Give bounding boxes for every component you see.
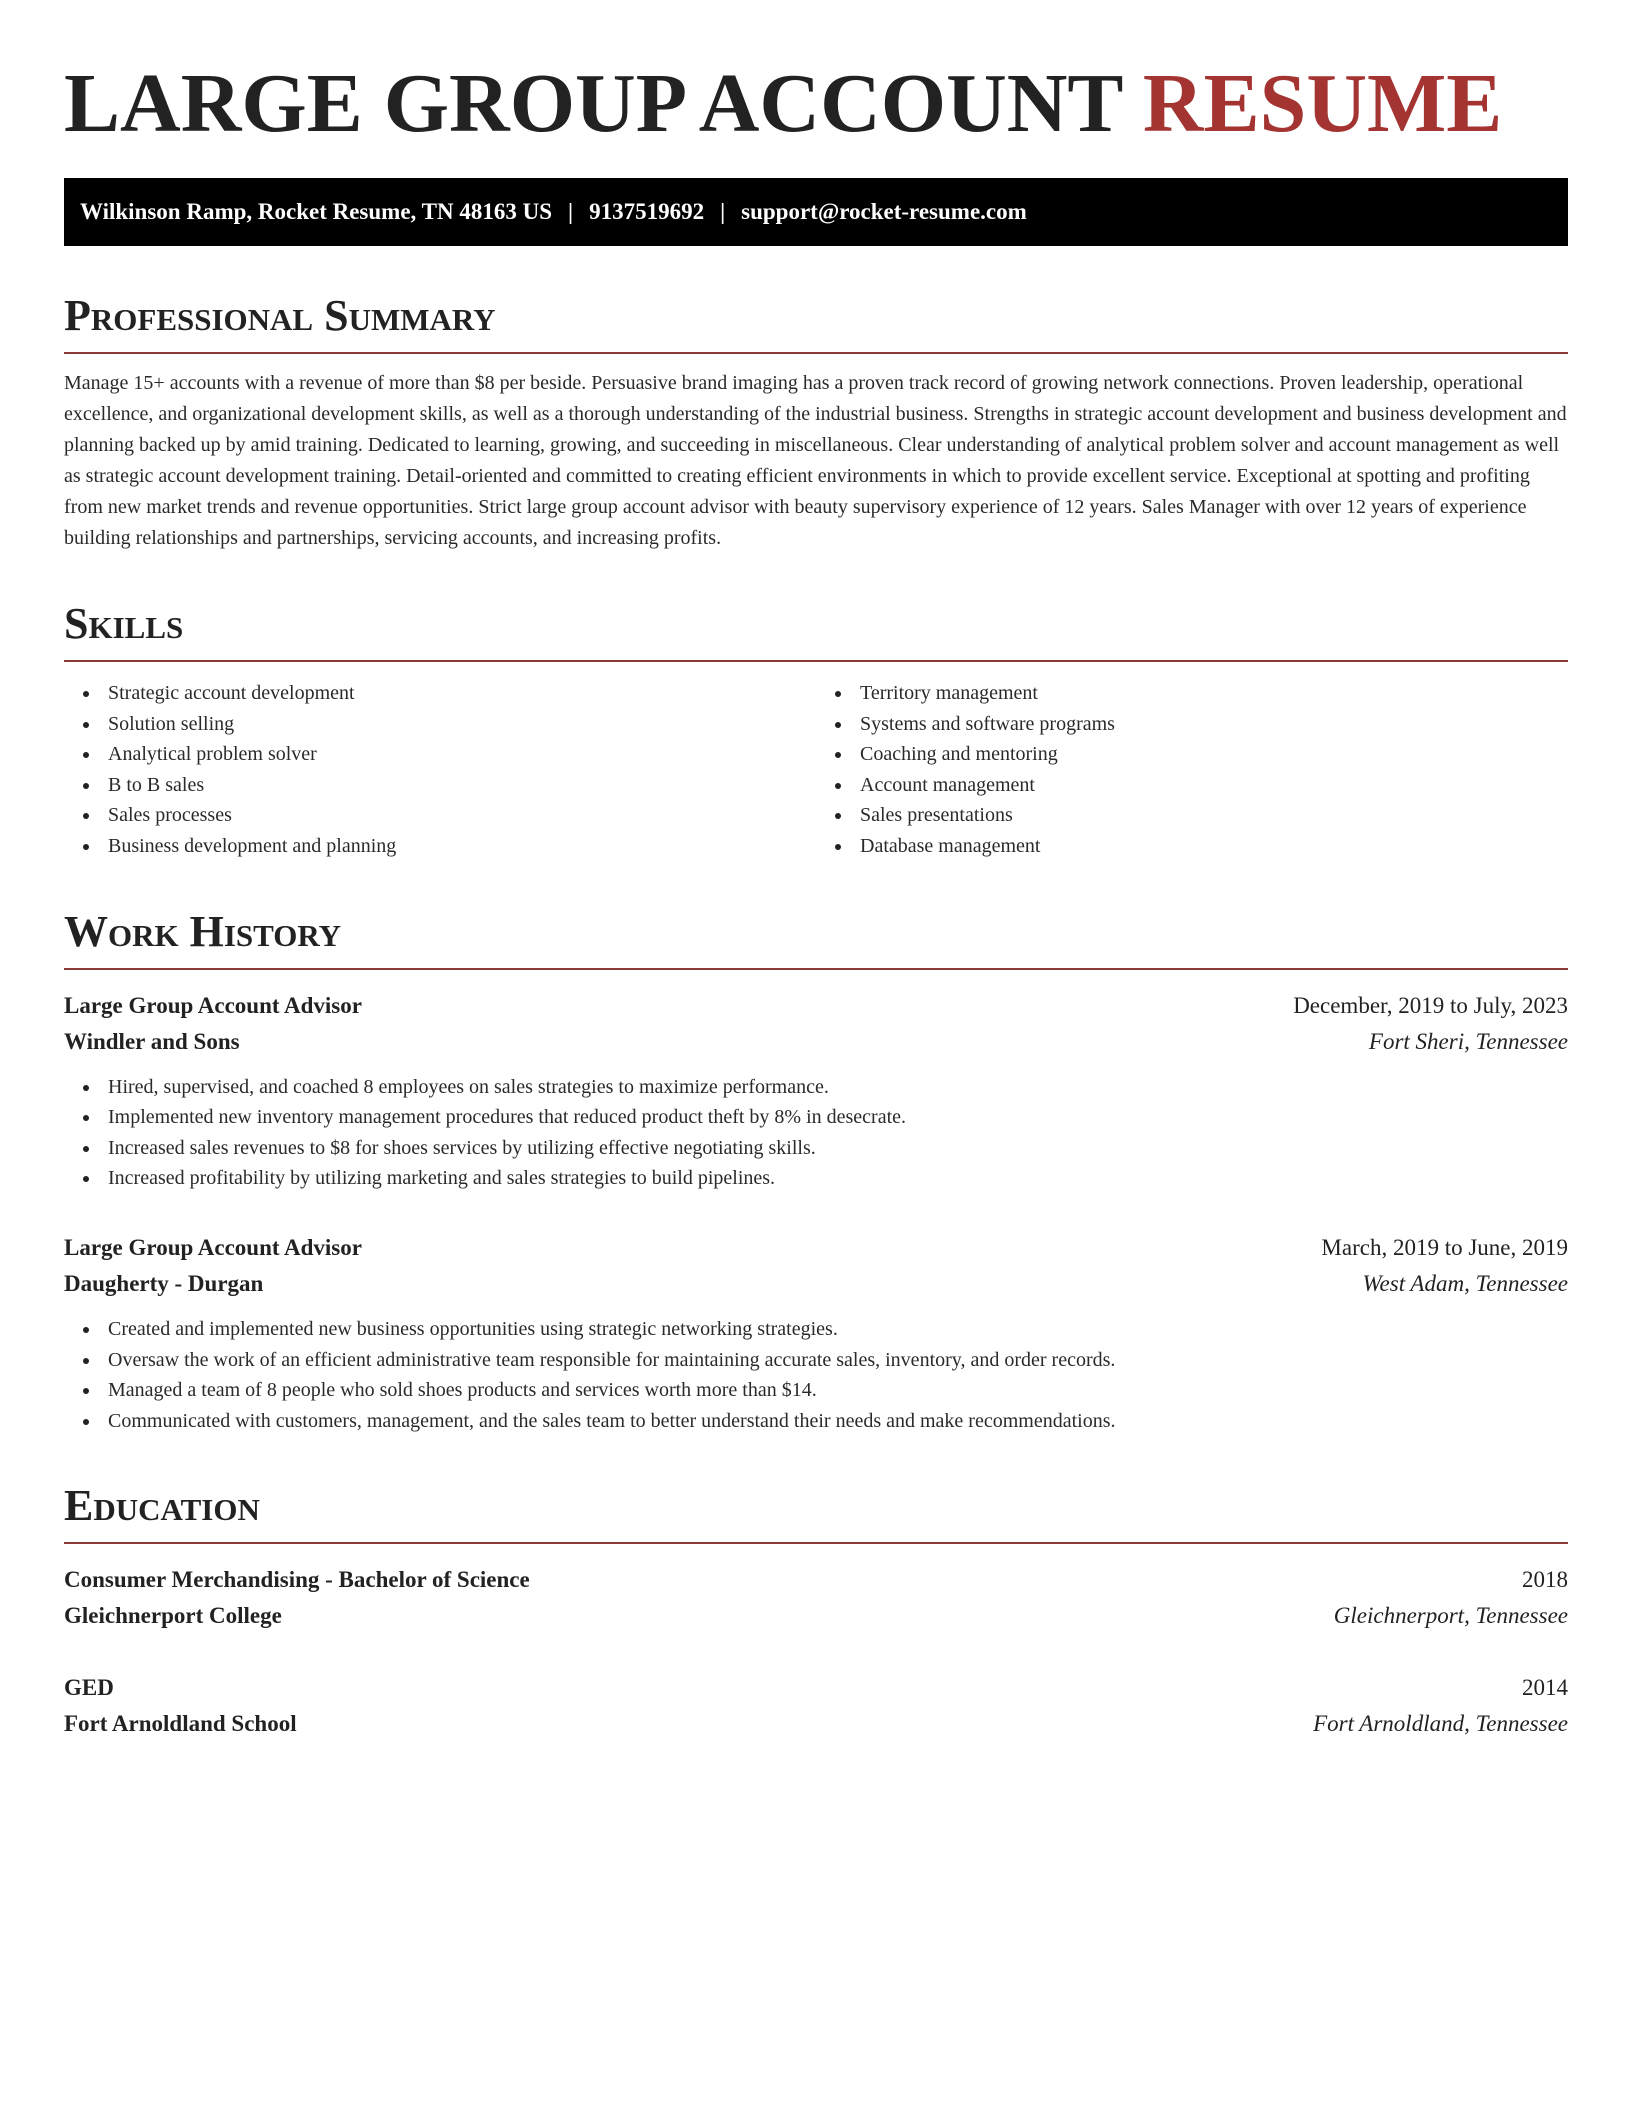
skill-item: Account management: [860, 770, 1568, 801]
education-year: 2018: [1522, 1567, 1568, 1593]
job-location: Fort Sheri, Tennessee: [1368, 1028, 1568, 1054]
skill-item: Solution selling: [108, 709, 816, 740]
education-entry: [64, 1670, 1568, 1742]
education-location: Fort Arnoldland, Tennessee: [1313, 1711, 1568, 1737]
contact-bar: [64, 178, 1568, 246]
job-bullet: Created and implemented new business opportunities using strategic networking strategies.: [108, 1314, 1568, 1345]
job-dates: March, 2019 to June, 2019: [1321, 1234, 1568, 1260]
job-company-row: [64, 1024, 1568, 1060]
education-year: 2014: [1522, 1675, 1568, 1701]
job-company: Windler and Sons: [64, 1028, 240, 1054]
job-title: Large Group Account Advisor: [64, 1234, 362, 1260]
job-header-row: [64, 1230, 1568, 1266]
education-degree-row: [64, 1670, 1568, 1706]
job-bullets: [64, 1072, 1568, 1194]
education-degree-row: [64, 1562, 1568, 1598]
skill-item: Database management: [860, 831, 1568, 862]
job-bullet: Increased sales revenues to $8 for shoes services by utilizing effective negotiating skills.: [108, 1133, 1568, 1164]
skills-list: [64, 678, 1568, 862]
job-company: Daugherty - Durgan: [64, 1270, 264, 1296]
job-bullets: [64, 1314, 1568, 1436]
contact-email: support@rocket-resume.com: [741, 199, 1027, 224]
skills-column-right: [816, 678, 1568, 862]
job-dates: December, 2019 to July, 2023: [1293, 992, 1568, 1018]
education-school: Fort Arnoldland School: [64, 1711, 297, 1737]
resume-title: [64, 54, 1568, 154]
education-location: Gleichnerport, Tennessee: [1333, 1603, 1568, 1629]
job-bullet: Hired, supervised, and coached 8 employees on sales strategies to maximize performance.: [108, 1072, 1568, 1103]
work-heading: Work History: [64, 906, 1568, 970]
education-school-row: [64, 1598, 1568, 1634]
skill-item: Sales processes: [108, 800, 816, 831]
job-location: West Adam, Tennessee: [1362, 1270, 1568, 1296]
job-bullet: Implemented new inventory management procedures that reduced product theft by 8% in desecrate.: [108, 1102, 1568, 1133]
job-bullet: Communicated with customers, management, and the sales team to better understand their needs and make recommendations.: [108, 1406, 1568, 1437]
contact-separator: |: [567, 199, 574, 224]
job-title: Large Group Account Advisor: [64, 992, 362, 1018]
education-degree: GED: [64, 1675, 114, 1701]
skills-heading: Skills: [64, 598, 1568, 662]
contact-address: Wilkinson Ramp, Rocket Resume, TN 48163 US: [80, 199, 552, 224]
skill-item: Analytical problem solver: [108, 739, 816, 770]
contact-phone: 9137519692: [589, 199, 705, 224]
job-entry: [64, 1230, 1568, 1436]
job-entry: [64, 988, 1568, 1194]
skill-item: Systems and software programs: [860, 709, 1568, 740]
job-bullet: Managed a team of 8 people who sold shoes products and services worth more than $14.: [108, 1375, 1568, 1406]
job-header-row: [64, 988, 1568, 1024]
title-accent: RESUME: [1142, 57, 1503, 150]
contact-separator: |: [720, 199, 726, 224]
education-school-row: [64, 1706, 1568, 1742]
education-degree: Consumer Merchandising - Bachelor of Science: [64, 1567, 530, 1593]
skill-item: Sales presentations: [860, 800, 1568, 831]
skill-item: Territory management: [860, 678, 1568, 709]
summary-heading: Professional Summary: [64, 290, 1568, 354]
job-bullet: Oversaw the work of an efficient administrative team responsible for maintaining accurate sales, inventory, and order records.: [108, 1345, 1568, 1376]
education-entry: [64, 1562, 1568, 1634]
job-company-row: [64, 1266, 1568, 1302]
skills-column-left: [64, 678, 816, 862]
skill-item: Strategic account development: [108, 678, 816, 709]
skill-item: B to B sales: [108, 770, 816, 801]
education-heading: Education: [64, 1480, 1568, 1544]
summary-text: Manage 15+ accounts with a revenue of more than $8 per beside. Persuasive brand imaging has a proven track record of growing network connections. Proven leadership, operational excellence, and organizational development skills, as well as a thorough understanding of the industrial business. Strengths in strategic account development and business development and planning backed up by amid training. Dedicated to learning, growing, and succeeding in miscellaneous. Clear understanding of analytical problem solver and account management as well as strategic account development training. Detail-oriented and committed to creating efficient environments in which to provide excellent service. Exceptional at spotting and profiting from new market trends and revenue opportunities. Strict large group account advisor with beauty supervisory experience of 12 years. Sales Manager with over 12 years of experience building relationships and partnerships, servicing accounts, and increasing profits.: [64, 372, 1567, 549]
skill-item: Coaching and mentoring: [860, 739, 1568, 770]
skill-item: Business development and planning: [108, 831, 816, 862]
job-bullet: Increased profitability by utilizing marketing and sales strategies to build pipelines.: [108, 1163, 1568, 1194]
education-school: Gleichnerport College: [64, 1603, 282, 1629]
title-main: LARGE GROUP ACCOUNT: [64, 57, 1122, 150]
